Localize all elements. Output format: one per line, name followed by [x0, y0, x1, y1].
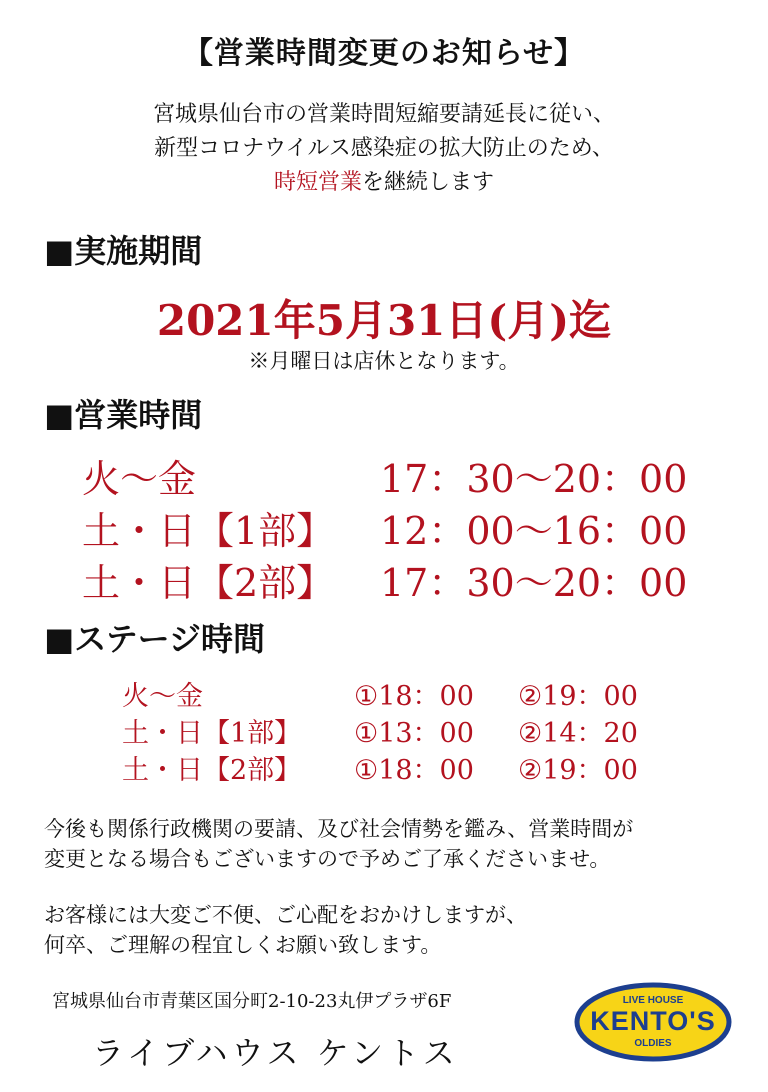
stage-show-1: ①18：00 — [354, 681, 474, 712]
stage-row — [122, 748, 638, 787]
stage-day: 土・日【1部】 — [122, 718, 302, 749]
stage-row — [122, 711, 638, 750]
hours-time: 17：30〜20：00 — [380, 457, 688, 501]
intro-line-1: 宮城県仙台市の営業時間短縮要請延長に従い、 — [152, 102, 615, 127]
period-date: 2021年5月31日(月)迄 — [156, 296, 612, 345]
hours-heading: ■営業時間 — [44, 396, 203, 434]
intro-line-2: 新型コロナウイルス感染症の拡大防止のため、 — [154, 136, 614, 161]
hours-row — [82, 552, 687, 607]
stage-show-2: ②14：20 — [518, 718, 638, 749]
hours-day: 土・日【2部】 — [82, 561, 335, 605]
stage-show-2: ②19：00 — [518, 755, 638, 786]
intro-highlight: 時短営業 — [273, 170, 362, 195]
hours-row — [82, 500, 687, 555]
venue-name: ライブハウス ケントス — [92, 1034, 459, 1072]
stage-day: 火〜金 — [122, 681, 203, 712]
stage-show-1: ①18：00 — [354, 755, 474, 786]
intro-text — [0, 98, 768, 200]
hours-time: 12：00〜16：00 — [380, 509, 688, 553]
stage-heading: ■ステージ時間 — [44, 620, 265, 658]
logo-bottom-text: OLDIES — [634, 1038, 672, 1049]
period-heading: ■実施期間 — [44, 232, 203, 270]
kentos-logo — [574, 982, 732, 1062]
notice-title: 【営業時間変更のお知らせ】 — [182, 36, 586, 71]
paragraph-line: 変更となる場合もございますので予めご了承くださいませ。 — [44, 847, 611, 871]
paragraph-line: 何卒、ご理解の程宜しくお願い致します。 — [44, 933, 442, 957]
stage-row — [122, 674, 638, 713]
paragraph-line: 今後も関係行政機関の要請、及び社会情勢を鑑み、営業時間が — [44, 817, 634, 841]
hours-time: 17：30〜20：00 — [380, 561, 688, 605]
stage-day: 土・日【2部】 — [122, 755, 302, 786]
stage-show-2: ②19：00 — [518, 681, 638, 712]
logo-main-text: KENTO'S — [590, 1006, 716, 1036]
intro-line-3 — [0, 166, 768, 200]
notice-paragraph-1 — [44, 814, 633, 874]
hours-row — [82, 448, 687, 503]
notice-paragraph-2 — [44, 900, 527, 960]
logo-top-text: LIVE HOUSE — [622, 995, 684, 1006]
venue-address: 宮城県仙台市青葉区国分町2-10-23丸伊プラザ6F — [52, 991, 452, 1012]
hours-day: 火〜金 — [82, 457, 197, 501]
paragraph-line: お客様には大変ご不便、ご心配をおかけしますが、 — [44, 903, 527, 927]
stage-show-1: ①13：00 — [354, 718, 474, 749]
hours-day: 土・日【1部】 — [82, 509, 335, 553]
period-note: ※月曜日は店休となります。 — [248, 349, 520, 373]
kentos-logo-graphic — [574, 982, 732, 1062]
intro-line-3-rest: を継続します — [362, 170, 495, 195]
